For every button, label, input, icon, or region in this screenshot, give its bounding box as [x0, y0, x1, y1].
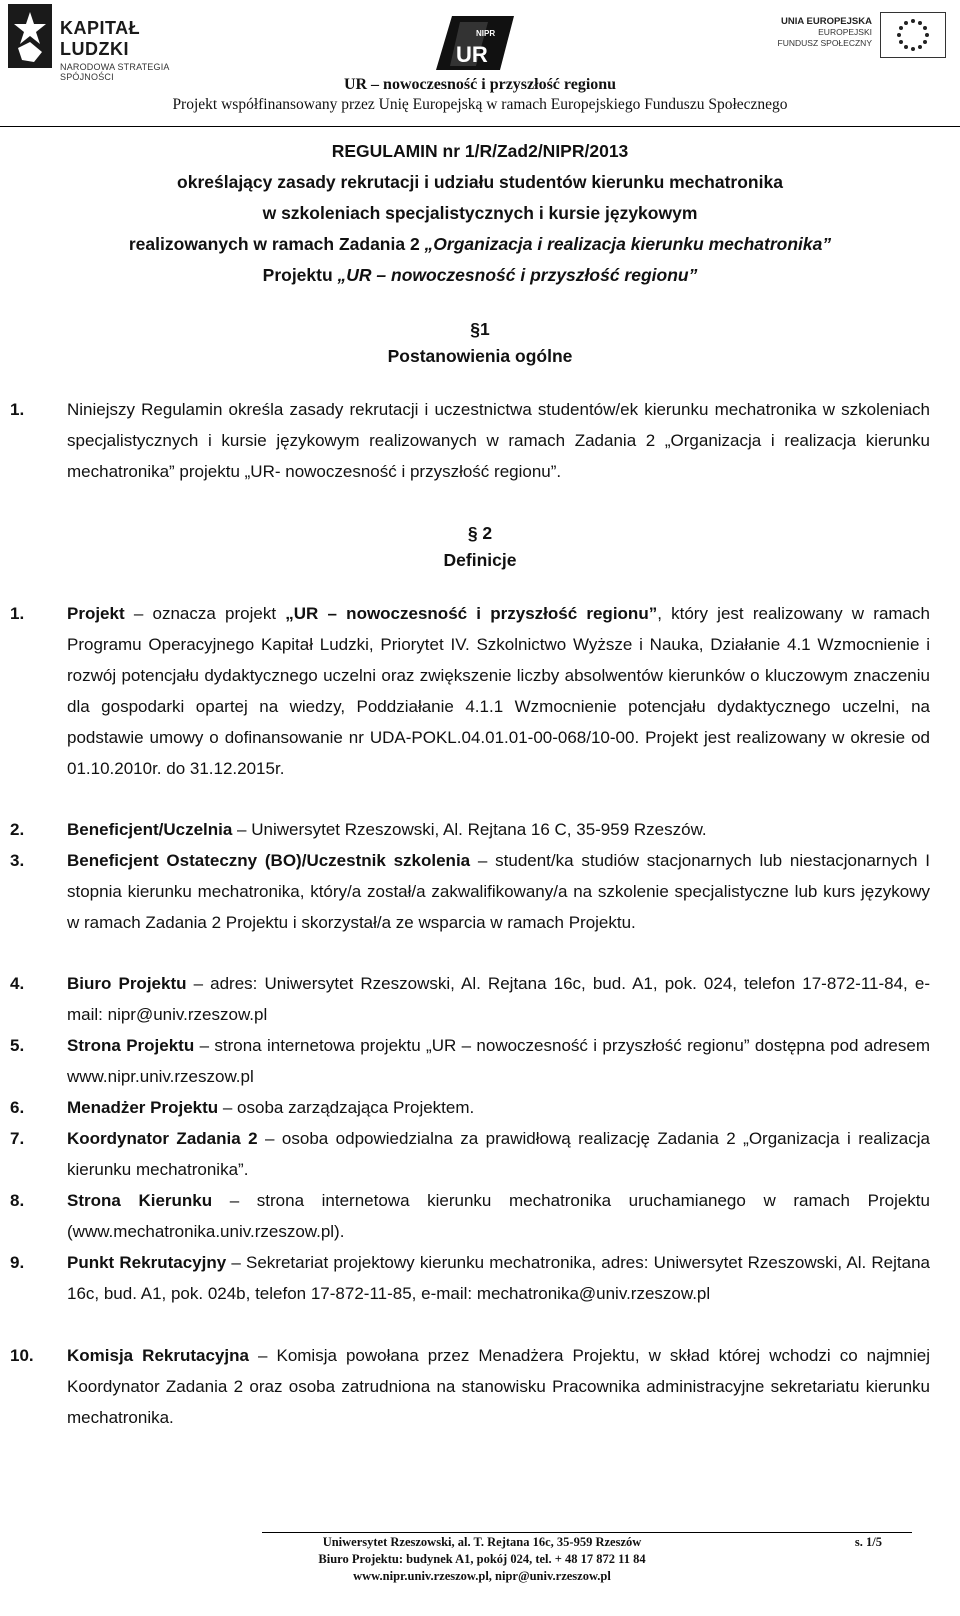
definition-text: – Sekretariat projektowy kierunku mechatronika, adres: Uniwersytet Rzeszowski, Al. Rejtana 16c, bud. A1, pok. 024b, telefon 17-872-11-85, e-mail: mechatronika@univ.rzeszow.pl	[67, 1253, 930, 1303]
definition-term: Projekt	[67, 604, 125, 623]
section-2-title: Definicje	[443, 550, 517, 570]
footer-contact: www.nipr.univ.rzeszow.pl, nipr@univ.rzeszow.pl	[353, 1569, 611, 1583]
title-line-4-b: „Organizacja i realizacja kierunku mechatronika”	[424, 234, 832, 254]
svg-text:NIPR: NIPR	[476, 29, 496, 38]
definition-item	[10, 1123, 930, 1185]
item-text	[67, 1185, 930, 1247]
definition-text: – adres: Uniwersytet Rzeszowski, Al. Rejtana 16c, bud. A1, pok. 024, telefon 17-872-11-84, e-mail: nipr@univ.rzeszow.pl	[67, 974, 930, 1024]
item-text	[67, 1247, 930, 1309]
title-line-5	[0, 260, 960, 291]
definition-item	[10, 1092, 930, 1123]
page-header	[0, 0, 960, 128]
page-footer	[262, 1534, 912, 1585]
definition-term: Koordynator Zadania 2	[67, 1129, 258, 1148]
definition-text-2: , który jest realizowany w ramach Programu Operacyjnego Kapitał Ludzki, Priorytet IV. Szkolnictwo Wyższe i Nauka, Działanie 4.1 Wzmocnienie i rozwój potencjału dydaktycznego uczelni oraz zwiększenie liczby absolwentów kierunków o kluczowym znaczeniu dla gospodarki opartej na wiedzy, Poddziałanie 4.1.1 Wzmocnienie potencjału dydaktycznego uczelni, na podstawie umowy o dofinansowanie nr UDA-POKL.04.01.01-00-068/10-00. Projekt jest realizowany w okresie od 01.10.2010r. do 31.12.2015r.	[67, 604, 930, 778]
definition-item	[10, 968, 930, 1030]
svg-text:UR: UR	[456, 42, 488, 67]
header-divider	[0, 126, 960, 127]
item-number: 4.	[10, 974, 25, 993]
definition-term: Menadżer Projektu	[67, 1098, 219, 1117]
item-number: 6.	[10, 1098, 25, 1117]
item-number: 2.	[10, 820, 25, 839]
footer-divider	[262, 1532, 912, 1533]
definition-term: Strona Kierunku	[67, 1191, 213, 1210]
item-text	[67, 814, 930, 845]
definition-text: – osoba zarządzająca Projektem.	[218, 1098, 475, 1117]
definition-text: – Komisja powołana przez Menadżera Projektu, w skład której wchodzi co najmniej Koordynator Zadania 2 oraz osoba zatrudniona na stanowisku Pracownika administracyjne sekretariatu kierunku mechatronika.	[67, 1346, 930, 1427]
header-project-title: UR – nowoczesność i przyszłość regionu	[343, 76, 617, 93]
title-line-2: określający zasady rekrutacji i udziału studentów kierunku mechatronika	[177, 172, 783, 192]
definition-term-2: „UR – nowoczesność i przyszłość regionu”	[285, 604, 658, 623]
title-line-4-a: realizowanych w ramach Zadania 2	[128, 234, 425, 254]
section-1-title: Postanowienia ogólne	[387, 346, 573, 366]
title-line-1: REGULAMIN nr 1/R/Zad2/NIPR/2013	[331, 141, 629, 161]
eu-logo	[768, 12, 948, 64]
section-2-number: § 2	[467, 523, 493, 543]
kapital-ludzki-title: KAPITAŁ LUDZKI	[60, 18, 141, 59]
item-number: 9.	[10, 1253, 25, 1272]
definition-item	[10, 1030, 930, 1092]
eu-line-2: EUROPEJSKI	[818, 27, 872, 37]
definition-text: – student/ka studiów stacjonarnych lub niestacjonarnych I stopnia kierunku mechatronika, który/a został/a zakwalifikowany/a na szkolenie specjalistyczne lub kurs językowy w ramach Zadania 2 Projektu i skorzystał/a ze wsparcia w ramach Projektu.	[67, 851, 930, 932]
item-number: 5.	[10, 1036, 25, 1055]
definition-term: Strona Projektu	[67, 1036, 195, 1055]
item-text	[67, 1123, 930, 1185]
item-text	[67, 1092, 930, 1123]
definition-item	[10, 1185, 930, 1247]
item-number: 1.	[10, 400, 25, 419]
nipr-ur-logo-icon	[430, 12, 530, 74]
item-text	[67, 845, 930, 938]
definition-term: Komisja Rekrutacyjna	[67, 1346, 249, 1365]
definition-item	[10, 845, 930, 938]
item-number: 10.	[10, 1346, 34, 1365]
section-1-item	[10, 394, 930, 487]
definition-term: Biuro Projektu	[67, 974, 187, 993]
section-2-heading	[0, 520, 960, 574]
section-1-heading	[0, 316, 960, 370]
title-line-4	[0, 229, 960, 260]
kapital-ludzki-subtitle: NARODOWA STRATEGIA SPÓJNOŚCI	[60, 62, 170, 82]
definition-item	[10, 1247, 930, 1309]
item-number: 7.	[10, 1129, 25, 1148]
item-text	[67, 1030, 930, 1092]
item-text	[67, 968, 930, 1030]
definition-term: Beneficjent Ostateczny (BO)/Uczestnik szkolenia	[67, 851, 471, 870]
title-line-3: w szkoleniach specjalistycznych i kursie językowym	[262, 203, 698, 223]
definition-item	[10, 598, 930, 784]
section-1-number: §1	[470, 319, 490, 339]
definition-text: – strona internetowa projektu „UR – nowoczesność i przyszłość regionu” dostępna pod adresem www.nipr.univ.rzeszow.pl	[67, 1036, 930, 1086]
kapital-ludzki-logo	[4, 2, 204, 82]
item-text: Niniejszy Regulamin określa zasady rekrutacji i uczestnictwa studentów/ek kierunku mechatronika w szkoleniach specjalistycznych i kursie językowym realizowanych w ramach Zadania 2 „Organizacja i realizacja kierunku mechatronika” projektu „UR- nowoczesność i przyszłość regionu”.	[67, 400, 930, 481]
nipr-logo	[430, 12, 530, 74]
item-number: 3.	[10, 851, 25, 870]
item-number: 8.	[10, 1191, 25, 1210]
definition-item	[10, 814, 930, 845]
document-title	[0, 136, 960, 291]
page-number: s. 1/5	[854, 1535, 882, 1549]
item-text	[67, 1340, 930, 1433]
definition-text: – strona internetowa kierunku mechatronika uruchamianego w ramach Projektu (www.mechatronika.univ.rzeszow.pl).	[67, 1191, 930, 1241]
footer-office: Biuro Projektu: budynek A1, pokój 024, tel. + 48 17 872 11 84	[318, 1552, 646, 1566]
eu-line-3: FUNDUSZ SPOŁECZNY	[777, 38, 872, 48]
definition-text: – Uniwersytet Rzeszowski, Al. Rejtana 16 C, 35-959 Rzeszów.	[232, 820, 707, 839]
definition-text: – oznacza projekt	[124, 604, 286, 623]
item-text	[67, 598, 930, 784]
eu-line-1: UNIA EUROPEJSKA	[781, 16, 872, 27]
footer-address: Uniwersytet Rzeszowski, al. T. Rejtana 16c, 35-959 Rzeszów	[322, 1535, 642, 1549]
title-line-5-b: „UR – nowoczesność i przyszłość regionu”	[337, 265, 698, 285]
eu-flag-icon	[880, 12, 946, 58]
item-number: 1.	[10, 604, 25, 623]
definition-term: Beneficjent/Uczelnia	[67, 820, 233, 839]
header-cofinancing: Projekt współfinansowany przez Unię Europejską w ramach Europejskiego Funduszu Społecznego	[172, 96, 788, 113]
definition-item	[10, 1340, 930, 1433]
definition-text: – osoba odpowiedzialna za prawidłową realizację Zadania 2 „Organizacja i realizacja kierunku mechatronika”.	[67, 1129, 930, 1179]
title-line-5-a: Projektu	[262, 265, 338, 285]
definition-term: Punkt Rekrutacyjny	[67, 1253, 227, 1272]
kapital-ludzki-emblem-icon	[4, 2, 56, 70]
